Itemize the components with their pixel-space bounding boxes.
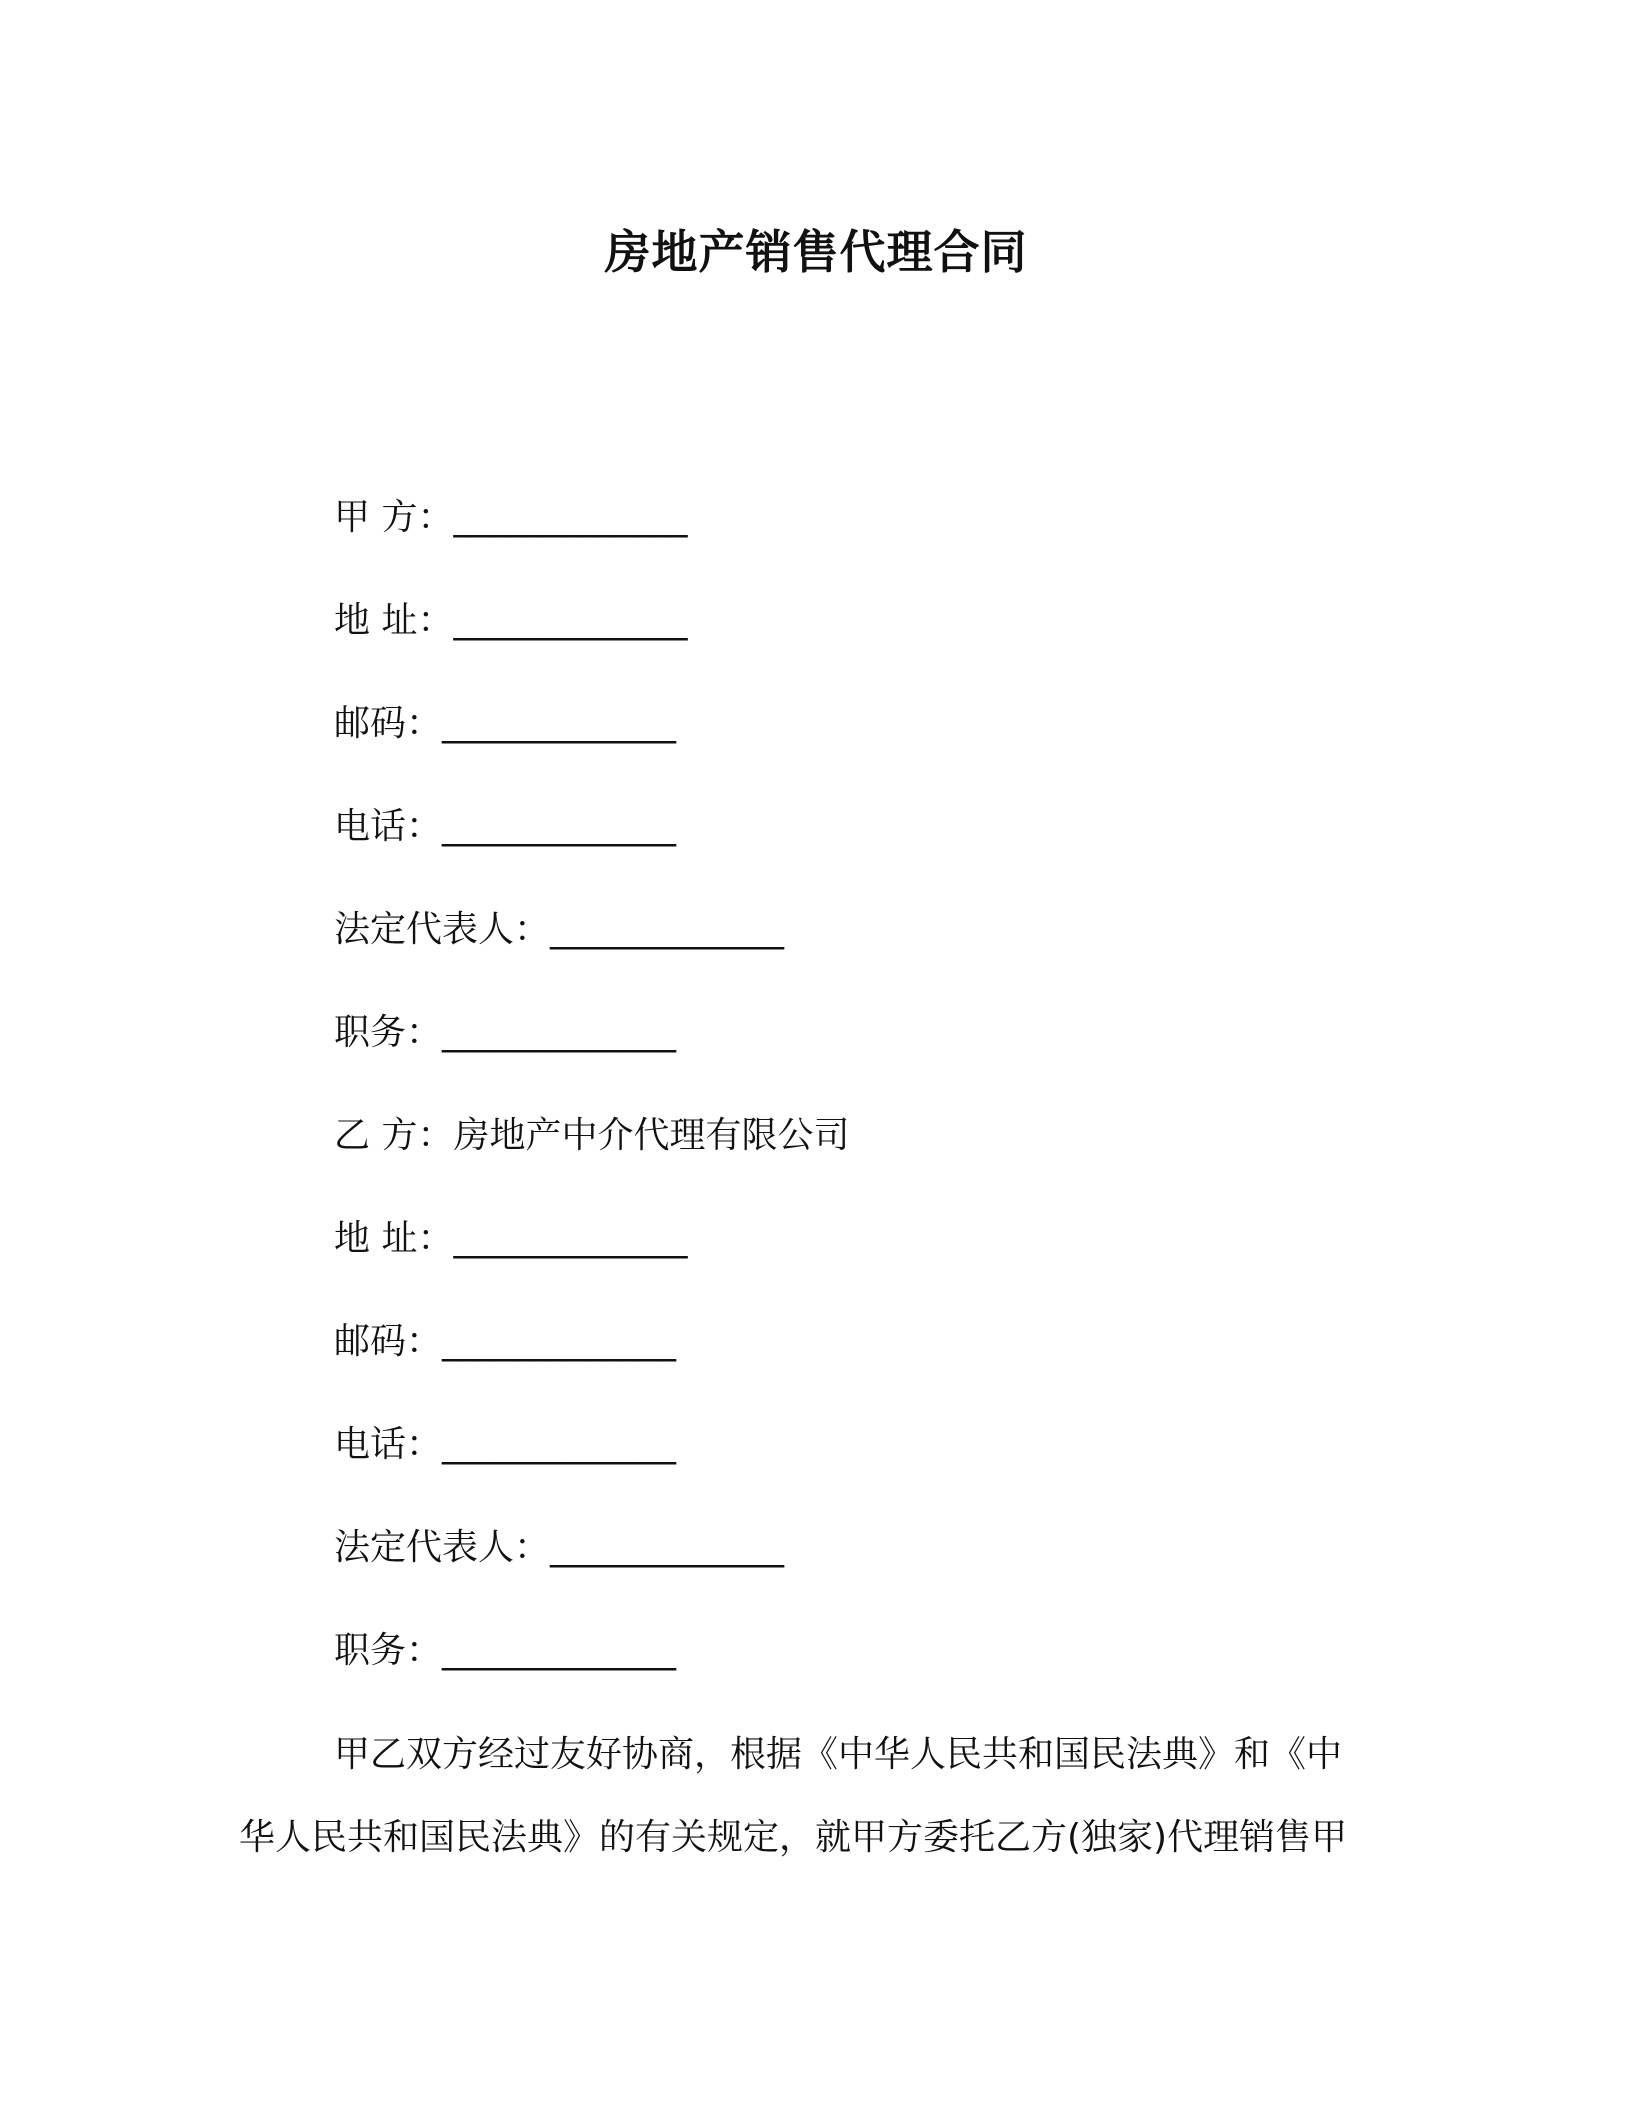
- preamble-line-2: 华人民共和国民法典》的有关规定，就甲方委托乙方(独家)代理销售甲: [239, 1817, 1348, 1858]
- party-a-name-blank: _____________: [453, 497, 688, 538]
- party-b-postcode-blank: _____________: [442, 1321, 677, 1362]
- party-b-phone-field: [334, 1420, 676, 1470]
- party-b-postcode-label: 邮码：: [334, 1321, 443, 1362]
- party-b-name-label: 乙 方：: [334, 1115, 454, 1156]
- party-a-phone-label: 电话：: [334, 806, 443, 847]
- party-a-position-blank: _____________: [442, 1012, 677, 1053]
- party-b-address-blank: _____________: [453, 1218, 688, 1259]
- party-a-address-field: [334, 596, 687, 646]
- party-a-phone-blank: _____________: [442, 806, 677, 847]
- party-a-legal-rep-field: [334, 905, 784, 955]
- party-a-position-label: 职务：: [334, 1012, 443, 1053]
- party-b-legal-rep-field: [334, 1523, 784, 1573]
- party-b-address-field: [334, 1214, 687, 1264]
- party-a-name-label: 甲 方：: [334, 497, 454, 538]
- party-b-position-field: [334, 1626, 676, 1676]
- party-a-name-field: [334, 493, 687, 543]
- party-a-phone-field: [334, 802, 676, 852]
- party-b-name-field: [334, 1111, 849, 1161]
- party-b-position-blank: _____________: [442, 1630, 677, 1671]
- party-a-legal-rep-label: 法定代表人：: [334, 909, 551, 950]
- party-a-postcode-label: 邮码：: [334, 703, 443, 744]
- party-b-position-label: 职务：: [334, 1630, 443, 1671]
- party-a-legal-rep-blank: _____________: [550, 909, 785, 950]
- party-b-phone-blank: _____________: [442, 1424, 677, 1465]
- party-a-address-blank: _____________: [453, 600, 688, 641]
- party-a-position-field: [334, 1008, 676, 1058]
- party-b-name-value: 房地产中介代理有限公司: [453, 1115, 850, 1156]
- party-b-legal-rep-label: 法定代表人：: [334, 1527, 551, 1568]
- party-b-postcode-field: [334, 1317, 676, 1367]
- preamble-line-1: 甲乙双方经过友好协商，根据《中华人民共和国民法典》和《中: [334, 1734, 1343, 1775]
- document-title: 房地产销售代理合同: [604, 225, 1028, 279]
- party-a-postcode-field: [334, 699, 676, 749]
- party-a-address-label: 地 址：: [334, 600, 454, 641]
- party-b-legal-rep-blank: _____________: [550, 1527, 785, 1568]
- party-a-postcode-blank: _____________: [442, 703, 677, 744]
- party-b-address-label: 地 址：: [334, 1218, 454, 1259]
- party-b-phone-label: 电话：: [334, 1424, 443, 1465]
